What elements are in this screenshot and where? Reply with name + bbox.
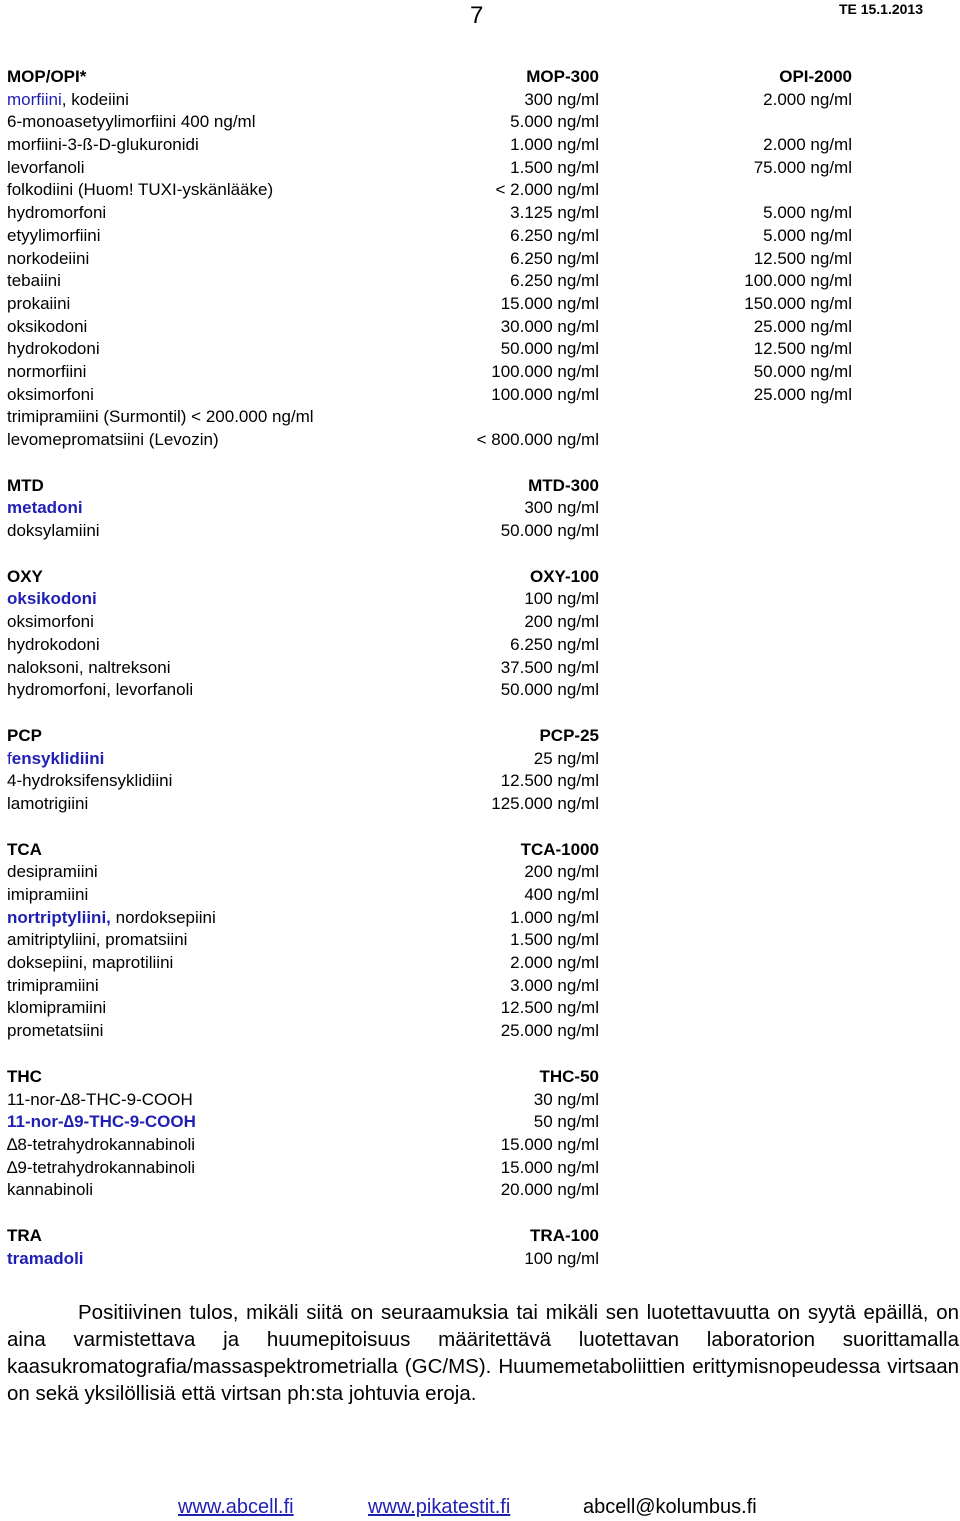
substance-name	[7, 179, 273, 202]
substance-name-main: trimipramiini	[7, 975, 99, 995]
cutoff-value-1: 300 ng/ml	[524, 89, 599, 109]
substance-name	[7, 270, 61, 293]
table-row	[7, 1179, 907, 1202]
substance-name-main: tramadoli	[7, 1248, 84, 1268]
cutoff-value-1: 12.500 ng/ml	[500, 771, 599, 791]
group-name: PCP	[7, 725, 42, 745]
substance-name	[7, 793, 88, 816]
cutoff-value-1: 20.000 ng/ml	[500, 1180, 599, 1200]
group-name: MOP/OPI*	[7, 67, 87, 86]
test-name: OXY-100	[530, 566, 599, 586]
cutoff-value-1: 6.250 ng/ml	[510, 225, 599, 245]
table-row	[7, 884, 907, 907]
cutoff-value-1: 1.000 ng/ml	[510, 135, 599, 155]
cutoff-value-2: 2.000 ng/ml	[763, 89, 852, 109]
substance-name-main: norkodeiini	[7, 248, 90, 268]
substance-name	[7, 634, 100, 657]
cutoff-value-1: 15.000 ng/ml	[500, 1157, 599, 1177]
substance-name	[7, 248, 89, 271]
section-header-row	[7, 1225, 907, 1248]
substance-name-main: doksepiini, maprotiliini	[7, 953, 174, 973]
table-row	[7, 1020, 907, 1043]
cutoff-value-2: 75.000 ng/ml	[753, 157, 852, 177]
substance-name	[7, 657, 170, 680]
cutoff-value-1: 25 ng/ml	[533, 748, 599, 768]
substance-name	[7, 748, 104, 771]
table-row	[7, 293, 907, 316]
table-row	[7, 611, 907, 634]
table-row	[7, 316, 907, 339]
cutoff-value-2: 12.500 ng/ml	[753, 248, 852, 268]
substance-name-main: morfiini	[7, 89, 62, 109]
table-row	[7, 384, 907, 407]
table-row	[7, 225, 907, 248]
cutoff-value-1: 2.000 ng/ml	[510, 953, 599, 973]
substance-name	[7, 338, 100, 361]
table-row	[7, 520, 907, 543]
test-name: PCP-25	[539, 725, 599, 745]
cutoff-value-2: 12.500 ng/ml	[753, 339, 852, 359]
substance-name-main: prometatsiini	[7, 1021, 104, 1041]
cutoff-value-1: 5.000 ng/ml	[510, 112, 599, 132]
substance-name	[7, 293, 70, 316]
table-row	[7, 748, 907, 771]
pikatestit-website-link[interactable]: www.pikatestit.fi	[368, 1496, 511, 1518]
substance-name-main: levorfanoli	[7, 157, 85, 177]
substance-name	[7, 497, 83, 520]
cutoff-value-1: 50.000 ng/ml	[500, 339, 599, 359]
substance-name	[7, 611, 94, 634]
substance-name-main: levomepromatsiini (Levozin)	[7, 430, 219, 449]
cutoff-value-1: 6.250 ng/ml	[510, 634, 599, 654]
substance-name	[7, 770, 172, 793]
contact-email: abcell@kolumbus.fi	[583, 1496, 757, 1518]
table-row	[7, 1157, 907, 1180]
substance-name-main: prokaiini	[7, 293, 71, 313]
cutoff-value-1: 50.000 ng/ml	[500, 680, 599, 700]
substance-name-main: amitriptyliini, promatsiini	[7, 930, 188, 950]
table-row	[7, 588, 907, 611]
table-row	[7, 248, 907, 271]
substance-name-main: klomipramiini	[7, 998, 107, 1018]
cutoff-value-2: 25.000 ng/ml	[753, 384, 852, 404]
table-row	[7, 202, 907, 225]
substance-name	[7, 861, 98, 884]
substance-name	[7, 997, 106, 1020]
substance-name-main: normorfiini	[7, 361, 87, 381]
substance-name-main: metadoni	[7, 498, 83, 518]
substance-name	[7, 134, 199, 157]
group-name: TCA	[7, 839, 42, 859]
section-tra	[7, 1225, 907, 1270]
substance-name-main: kannabinoli	[7, 1180, 94, 1200]
section-header-row	[7, 475, 907, 498]
group-name: TRA	[7, 1225, 42, 1245]
substance-name-main: ∆8-tetrahydrokannabinoli	[7, 1134, 196, 1154]
table-row	[7, 338, 907, 361]
substance-name-main: 4-hydroksifensyklidiini	[7, 771, 173, 791]
cutoff-value-1: 30 ng/ml	[533, 1089, 599, 1109]
group-name: THC	[7, 1066, 42, 1086]
cutoff-value-1: 200 ng/ml	[524, 862, 599, 882]
section-mop-opi	[7, 66, 907, 452]
substance-name	[7, 1248, 84, 1271]
table-row	[7, 952, 907, 975]
substance-name-main: 6-monoasetyylimorfiini 400 ng/ml	[7, 112, 256, 132]
substance-name-main: morfiini-3-ß-D-glukuronidi	[7, 135, 199, 155]
cutoff-value-2: 25.000 ng/ml	[753, 316, 852, 336]
table-row	[7, 1134, 907, 1157]
table-row	[7, 975, 907, 998]
cutoff-value-1: < 2.000 ng/ml	[495, 180, 599, 200]
section-header-row	[7, 725, 907, 748]
substance-name	[7, 520, 100, 543]
section-header-row	[7, 839, 907, 862]
table-row	[7, 89, 907, 112]
table-row	[7, 657, 907, 680]
cutoff-value-1: 3.000 ng/ml	[510, 975, 599, 995]
cutoff-value-1: 6.250 ng/ml	[510, 248, 599, 268]
substance-name	[7, 1020, 103, 1043]
substance-name-main: imipramiini	[7, 885, 89, 904]
substance-name	[7, 89, 129, 112]
table-row	[7, 770, 907, 793]
cutoff-value-2: 50.000 ng/ml	[753, 361, 852, 381]
substance-name-main: 11-nor-∆8-THC-9-COOH	[7, 1089, 193, 1109]
substance-name-main: trimipramiini (Surmontil) < 200.000 ng/ml	[7, 407, 314, 427]
substance-name	[7, 1179, 93, 1202]
section-pcp	[7, 725, 907, 816]
substance-name-main: oksimorfoni	[7, 384, 94, 404]
table-row	[7, 361, 907, 384]
cutoff-value-1: 1.500 ng/ml	[510, 930, 599, 950]
section-header-row	[7, 1066, 907, 1089]
cutoff-value-1: < 800.000 ng/ml	[476, 430, 599, 449]
substance-name-main: tebaiini	[7, 271, 61, 291]
substance-name-main: hydromorfoni, levorfanoli	[7, 680, 194, 700]
group-name: OXY	[7, 566, 43, 586]
table-row	[7, 111, 907, 134]
cutoff-value-1: 30.000 ng/ml	[500, 316, 599, 336]
cutoff-value-1: 200 ng/ml	[524, 612, 599, 632]
cutoff-value-1: 12.500 ng/ml	[500, 998, 599, 1018]
cutoff-value-1: 15.000 ng/ml	[500, 1134, 599, 1154]
table-row	[7, 179, 907, 202]
cutoff-value-1: 100 ng/ml	[524, 1248, 599, 1268]
substance-name-main: etyylimorfiini	[7, 225, 101, 245]
section-header-row	[7, 566, 907, 589]
section-oxy	[7, 566, 907, 702]
substance-name-main: hydromorfoni	[7, 203, 107, 223]
substance-name-main: nortriptyliini,	[7, 907, 111, 927]
table-row	[7, 429, 907, 452]
substance-name-suffix: , kodeiini	[61, 89, 129, 109]
substance-name	[7, 1134, 195, 1157]
substance-name	[7, 225, 101, 248]
substance-name-main: oksikodoni	[7, 316, 88, 336]
substance-name-main: doksylamiini	[7, 521, 100, 541]
substance-name-main: 11-nor-∆9-THC-9-COOH	[7, 1112, 196, 1132]
table-row	[7, 270, 907, 293]
page-number: 7	[470, 2, 484, 29]
substance-name-main: folkodiini (Huom! TUXI-yskänlääke)	[7, 180, 274, 200]
header-date: TE 15.1.2013	[838, 1, 923, 17]
table-row	[7, 406, 907, 429]
substance-name	[7, 929, 187, 952]
cutoff-value-1: 25.000 ng/ml	[500, 1021, 599, 1041]
table-row	[7, 634, 907, 657]
substance-name-main: naloksoni, naltreksoni	[7, 657, 171, 677]
cutoff-value-2: 2.000 ng/ml	[763, 135, 852, 155]
cutoff-value-1: 6.250 ng/ml	[510, 271, 599, 291]
substance-name-suffix: nordoksepiini	[110, 907, 216, 927]
test-name: TRA-100	[530, 1225, 599, 1245]
table-row	[7, 997, 907, 1020]
test-name: MOP-300	[526, 67, 599, 86]
cutoff-value-1: 100 ng/ml	[524, 589, 599, 609]
section-thc	[7, 1066, 907, 1202]
table-row	[7, 793, 907, 816]
substance-name	[7, 907, 216, 930]
cutoff-value-1: 3.125 ng/ml	[510, 203, 599, 223]
substance-name-main: oksikodoni	[7, 589, 97, 609]
substance-name-main: ensyklidiini	[11, 748, 105, 768]
substance-name	[7, 316, 87, 339]
substance-name	[7, 157, 85, 180]
footnote-paragraph: Positiivinen tulos, mikäli siitä on seuraamuksia tai mikäli sen luotettavuutta on syytä epäillä, on aina varmistettava ja huumepitoisuus määritettävä luotettavan laboratorion suorittamalla kaasukromatografia/massaspektrometrialla (GC/MS). Huumemetaboliittien erittymisnopeudessa virtsaan on sekä yksilöllisiä että virtsan ph:sta johtuvia eroja.	[7, 1301, 959, 1405]
cutoff-value-1: 100.000 ng/ml	[491, 384, 599, 404]
substance-name	[7, 975, 99, 998]
cutoff-value-1: 15.000 ng/ml	[500, 293, 599, 313]
substance-name-main: hydrokodoni	[7, 339, 100, 359]
substance-name-main: ∆9-tetrahydrokannabinoli	[7, 1157, 196, 1177]
cutoff-value-1: 100.000 ng/ml	[491, 361, 599, 381]
table-row	[7, 907, 907, 930]
cutoff-value-1: 37.500 ng/ml	[500, 657, 599, 677]
cutoff-tables	[7, 66, 907, 1293]
section-mtd	[7, 475, 907, 543]
substance-name-prefix: f	[7, 748, 12, 768]
cutoff-value-1: 1.500 ng/ml	[510, 157, 599, 177]
table-row	[7, 1111, 907, 1134]
cutoff-value-1: 50.000 ng/ml	[500, 521, 599, 541]
cutoff-value-2: 150.000 ng/ml	[744, 293, 852, 313]
cutoff-value-2: 5.000 ng/ml	[763, 225, 852, 245]
cutoff-value-1: 300 ng/ml	[524, 498, 599, 518]
substance-name	[7, 588, 97, 611]
table-row	[7, 1089, 907, 1112]
substance-name-main: lamotrigiini	[7, 793, 89, 813]
cutoff-value-1: 125.000 ng/ml	[491, 793, 599, 813]
table-row	[7, 157, 907, 180]
substance-name	[7, 679, 193, 702]
substance-name	[7, 429, 219, 452]
cutoff-value-1: 400 ng/ml	[524, 885, 599, 904]
cutoff-value-1: 1.000 ng/ml	[510, 907, 599, 927]
table-row	[7, 1248, 907, 1271]
substance-name	[7, 111, 256, 134]
test-name-2: OPI-2000	[779, 67, 852, 86]
cutoff-value-1: 50 ng/ml	[533, 1112, 599, 1132]
group-name: MTD	[7, 475, 44, 495]
substance-name	[7, 406, 314, 429]
substance-name	[7, 384, 94, 407]
substance-name	[7, 952, 173, 975]
table-row	[7, 134, 907, 157]
substance-name	[7, 361, 86, 384]
abcell-website-link[interactable]: www.abcell.fi	[178, 1496, 294, 1518]
substance-name-main: hydrokodoni	[7, 634, 100, 654]
cutoff-value-2: 100.000 ng/ml	[744, 271, 852, 291]
test-name: MTD-300	[528, 475, 599, 495]
test-name: TCA-1000	[520, 839, 599, 859]
table-row	[7, 497, 907, 520]
substance-name	[7, 1089, 193, 1112]
section-header-row	[7, 66, 907, 89]
substance-name	[7, 884, 88, 907]
test-name: THC-50	[539, 1066, 599, 1086]
table-row	[7, 861, 907, 884]
substance-name	[7, 202, 106, 225]
table-row	[7, 929, 907, 952]
table-row	[7, 679, 907, 702]
section-tca	[7, 839, 907, 1043]
substance-name	[7, 1157, 195, 1180]
cutoff-value-2: 5.000 ng/ml	[763, 203, 852, 223]
substance-name	[7, 1111, 196, 1134]
substance-name-main: oksimorfoni	[7, 612, 94, 632]
substance-name-main: desipramiini	[7, 862, 98, 882]
